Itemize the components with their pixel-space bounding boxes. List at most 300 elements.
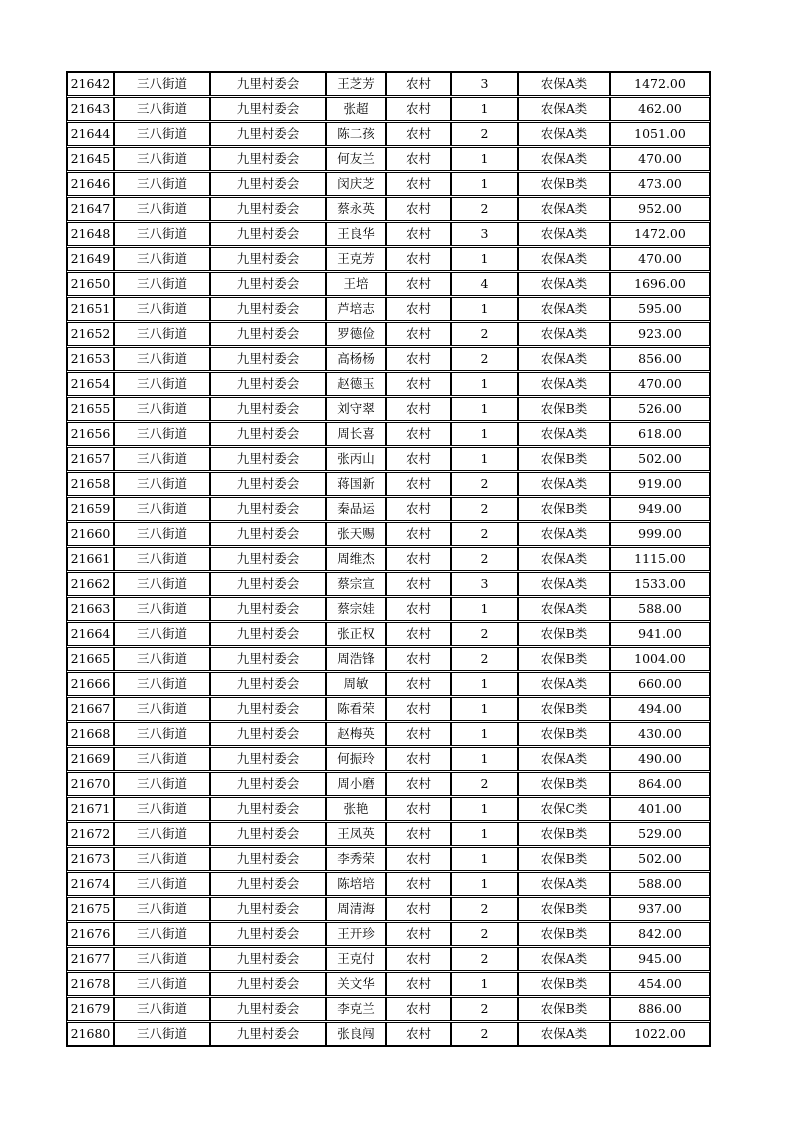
cell-amount: 864.00 — [610, 772, 710, 796]
cell-record-id: 21655 — [67, 397, 114, 421]
cell-record-id: 21651 — [67, 297, 114, 321]
cell-insurance-category: 农保A类 — [518, 547, 610, 571]
cell-person-name: 王良华 — [326, 222, 386, 246]
table-row — [67, 622, 710, 646]
cell-amount: 842.00 — [610, 922, 710, 946]
table-row — [67, 297, 710, 321]
cell-person-name: 张超 — [326, 97, 386, 121]
cell-insurance-category: 农保B类 — [518, 972, 610, 996]
cell-record-id: 21678 — [67, 972, 114, 996]
cell-residence-type: 农村 — [386, 97, 451, 121]
table-row — [67, 997, 710, 1021]
cell-person-count: 1 — [451, 172, 518, 196]
table-row — [67, 572, 710, 596]
cell-village-committee: 九里村委会 — [210, 397, 326, 421]
cell-person-count: 1 — [451, 397, 518, 421]
cell-street: 三八街道 — [114, 147, 210, 171]
cell-residence-type: 农村 — [386, 847, 451, 871]
cell-insurance-category: 农保A类 — [518, 422, 610, 446]
cell-amount: 588.00 — [610, 597, 710, 621]
cell-person-name: 蒋国新 — [326, 472, 386, 496]
cell-street: 三八街道 — [114, 247, 210, 271]
cell-street: 三八街道 — [114, 197, 210, 221]
cell-street: 三八街道 — [114, 997, 210, 1021]
cell-village-committee: 九里村委会 — [210, 847, 326, 871]
cell-residence-type: 农村 — [386, 472, 451, 496]
cell-amount: 945.00 — [610, 947, 710, 971]
cell-residence-type: 农村 — [386, 397, 451, 421]
cell-person-name: 陈培培 — [326, 872, 386, 896]
cell-person-name: 王克付 — [326, 947, 386, 971]
cell-village-committee: 九里村委会 — [210, 772, 326, 796]
cell-street: 三八街道 — [114, 497, 210, 521]
cell-amount: 999.00 — [610, 522, 710, 546]
cell-village-committee: 九里村委会 — [210, 672, 326, 696]
cell-residence-type: 农村 — [386, 372, 451, 396]
cell-village-committee: 九里村委会 — [210, 172, 326, 196]
table-row — [67, 647, 710, 671]
cell-person-name: 周小磨 — [326, 772, 386, 796]
cell-person-count: 2 — [451, 547, 518, 571]
cell-insurance-category: 农保A类 — [518, 672, 610, 696]
cell-street: 三八街道 — [114, 897, 210, 921]
cell-residence-type: 农村 — [386, 172, 451, 196]
cell-amount: 952.00 — [610, 197, 710, 221]
cell-person-name: 周长喜 — [326, 422, 386, 446]
cell-street: 三八街道 — [114, 297, 210, 321]
table-row — [67, 122, 710, 146]
table-row — [67, 72, 710, 96]
table-row — [67, 172, 710, 196]
cell-insurance-category: 农保A类 — [518, 322, 610, 346]
cell-insurance-category: 农保B类 — [518, 697, 610, 721]
cell-amount: 470.00 — [610, 372, 710, 396]
cell-person-count: 1 — [451, 697, 518, 721]
cell-person-count: 1 — [451, 747, 518, 771]
cell-street: 三八街道 — [114, 872, 210, 896]
cell-street: 三八街道 — [114, 797, 210, 821]
cell-amount: 526.00 — [610, 397, 710, 421]
cell-residence-type: 农村 — [386, 522, 451, 546]
cell-person-name: 王凤英 — [326, 822, 386, 846]
cell-residence-type: 农村 — [386, 72, 451, 96]
cell-insurance-category: 农保B类 — [518, 497, 610, 521]
cell-street: 三八街道 — [114, 72, 210, 96]
cell-street: 三八街道 — [114, 847, 210, 871]
cell-amount: 588.00 — [610, 872, 710, 896]
cell-residence-type: 农村 — [386, 622, 451, 646]
table-row — [67, 547, 710, 571]
cell-village-committee: 九里村委会 — [210, 297, 326, 321]
cell-person-count: 1 — [451, 872, 518, 896]
cell-person-name: 何友兰 — [326, 147, 386, 171]
cell-record-id: 21653 — [67, 347, 114, 371]
cell-village-committee: 九里村委会 — [210, 197, 326, 221]
cell-person-count: 2 — [451, 197, 518, 221]
cell-residence-type: 农村 — [386, 872, 451, 896]
cell-person-name: 周浩锋 — [326, 647, 386, 671]
cell-insurance-category: 农保B类 — [518, 822, 610, 846]
table-row — [67, 722, 710, 746]
table-row — [67, 847, 710, 871]
cell-person-count: 2 — [451, 647, 518, 671]
cell-village-committee: 九里村委会 — [210, 347, 326, 371]
cell-amount: 923.00 — [610, 322, 710, 346]
cell-insurance-category: 农保B类 — [518, 647, 610, 671]
cell-person-count: 1 — [451, 797, 518, 821]
cell-village-committee: 九里村委会 — [210, 497, 326, 521]
cell-person-count: 2 — [451, 522, 518, 546]
cell-insurance-category: 农保B类 — [518, 722, 610, 746]
cell-record-id: 21645 — [67, 147, 114, 171]
cell-person-count: 2 — [451, 922, 518, 946]
cell-insurance-category: 农保A类 — [518, 197, 610, 221]
cell-record-id: 21679 — [67, 997, 114, 1021]
cell-street: 三八街道 — [114, 972, 210, 996]
table-row — [67, 972, 710, 996]
cell-amount: 595.00 — [610, 297, 710, 321]
table-row — [67, 147, 710, 171]
cell-insurance-category: 农保A类 — [518, 272, 610, 296]
cell-residence-type: 农村 — [386, 822, 451, 846]
table-row — [67, 247, 710, 271]
cell-village-committee: 九里村委会 — [210, 522, 326, 546]
cell-residence-type: 农村 — [386, 647, 451, 671]
cell-person-name: 张天赐 — [326, 522, 386, 546]
cell-village-committee: 九里村委会 — [210, 622, 326, 646]
cell-village-committee: 九里村委会 — [210, 272, 326, 296]
cell-street: 三八街道 — [114, 522, 210, 546]
cell-record-id: 21662 — [67, 572, 114, 596]
cell-person-count: 1 — [451, 372, 518, 396]
cell-person-count: 2 — [451, 997, 518, 1021]
cell-street: 三八街道 — [114, 672, 210, 696]
cell-residence-type: 农村 — [386, 447, 451, 471]
cell-residence-type: 农村 — [386, 247, 451, 271]
table-row — [67, 697, 710, 721]
cell-record-id: 21670 — [67, 772, 114, 796]
cell-amount: 1472.00 — [610, 72, 710, 96]
cell-record-id: 21654 — [67, 372, 114, 396]
cell-person-count: 3 — [451, 572, 518, 596]
cell-residence-type: 农村 — [386, 972, 451, 996]
table-row — [67, 797, 710, 821]
cell-amount: 502.00 — [610, 447, 710, 471]
cell-street: 三八街道 — [114, 822, 210, 846]
cell-street: 三八街道 — [114, 572, 210, 596]
cell-insurance-category: 农保B类 — [518, 897, 610, 921]
cell-person-count: 1 — [451, 247, 518, 271]
cell-person-name: 闵庆芝 — [326, 172, 386, 196]
cell-insurance-category: 农保A类 — [518, 747, 610, 771]
cell-record-id: 21677 — [67, 947, 114, 971]
cell-person-count: 1 — [451, 847, 518, 871]
cell-residence-type: 农村 — [386, 897, 451, 921]
cell-amount: 1022.00 — [610, 1022, 710, 1046]
cell-street: 三八街道 — [114, 372, 210, 396]
table-row — [67, 1022, 710, 1046]
cell-street: 三八街道 — [114, 272, 210, 296]
cell-village-committee: 九里村委会 — [210, 572, 326, 596]
cell-village-committee: 九里村委会 — [210, 822, 326, 846]
cell-person-name: 王培 — [326, 272, 386, 296]
cell-insurance-category: 农保A类 — [518, 597, 610, 621]
table-row — [67, 872, 710, 896]
table-row — [67, 747, 710, 771]
cell-person-count: 2 — [451, 122, 518, 146]
cell-village-committee: 九里村委会 — [210, 797, 326, 821]
cell-record-id: 21674 — [67, 872, 114, 896]
cell-person-name: 赵德玉 — [326, 372, 386, 396]
cell-residence-type: 农村 — [386, 272, 451, 296]
table-row — [67, 422, 710, 446]
cell-record-id: 21671 — [67, 797, 114, 821]
cell-person-count: 1 — [451, 672, 518, 696]
cell-village-committee: 九里村委会 — [210, 972, 326, 996]
cell-record-id: 21642 — [67, 72, 114, 96]
cell-insurance-category: 农保B类 — [518, 172, 610, 196]
cell-person-name: 蔡宗宣 — [326, 572, 386, 596]
cell-residence-type: 农村 — [386, 672, 451, 696]
cell-insurance-category: 农保A类 — [518, 222, 610, 246]
cell-person-count: 2 — [451, 497, 518, 521]
table-row — [67, 322, 710, 346]
cell-village-committee: 九里村委会 — [210, 647, 326, 671]
cell-record-id: 21644 — [67, 122, 114, 146]
cell-residence-type: 农村 — [386, 197, 451, 221]
cell-person-count: 1 — [451, 447, 518, 471]
cell-residence-type: 农村 — [386, 772, 451, 796]
cell-street: 三八街道 — [114, 747, 210, 771]
cell-record-id: 21665 — [67, 647, 114, 671]
cell-record-id: 21658 — [67, 472, 114, 496]
cell-insurance-category: 农保C类 — [518, 797, 610, 821]
cell-amount: 462.00 — [610, 97, 710, 121]
cell-amount: 1533.00 — [610, 572, 710, 596]
cell-insurance-category: 农保A类 — [518, 297, 610, 321]
cell-insurance-category: 农保B类 — [518, 447, 610, 471]
cell-person-name: 张艳 — [326, 797, 386, 821]
cell-insurance-category: 农保B类 — [518, 622, 610, 646]
cell-village-committee: 九里村委会 — [210, 922, 326, 946]
cell-amount: 856.00 — [610, 347, 710, 371]
cell-insurance-category: 农保A类 — [518, 522, 610, 546]
cell-person-count: 2 — [451, 472, 518, 496]
pension-roster-table — [66, 71, 711, 1047]
cell-record-id: 21667 — [67, 697, 114, 721]
cell-insurance-category: 农保A类 — [518, 72, 610, 96]
table-row — [67, 197, 710, 221]
table-row — [67, 597, 710, 621]
cell-person-count: 1 — [451, 297, 518, 321]
cell-person-name: 秦品运 — [326, 497, 386, 521]
table-row — [67, 522, 710, 546]
table-row — [67, 372, 710, 396]
cell-person-name: 何振玲 — [326, 747, 386, 771]
cell-insurance-category: 农保B类 — [518, 997, 610, 1021]
cell-person-name: 陈看荣 — [326, 697, 386, 721]
cell-insurance-category: 农保A类 — [518, 872, 610, 896]
cell-amount: 1004.00 — [610, 647, 710, 671]
cell-street: 三八街道 — [114, 922, 210, 946]
table-row — [67, 97, 710, 121]
table-row — [67, 897, 710, 921]
table-row — [67, 772, 710, 796]
cell-village-committee: 九里村委会 — [210, 997, 326, 1021]
cell-record-id: 21652 — [67, 322, 114, 346]
cell-residence-type: 农村 — [386, 697, 451, 721]
table-row — [67, 272, 710, 296]
cell-village-committee: 九里村委会 — [210, 72, 326, 96]
cell-person-count: 3 — [451, 222, 518, 246]
cell-insurance-category: 农保A类 — [518, 97, 610, 121]
cell-person-name: 王克芳 — [326, 247, 386, 271]
cell-person-count: 1 — [451, 822, 518, 846]
cell-village-committee: 九里村委会 — [210, 372, 326, 396]
cell-record-id: 21649 — [67, 247, 114, 271]
cell-person-count: 3 — [451, 72, 518, 96]
cell-street: 三八街道 — [114, 697, 210, 721]
cell-residence-type: 农村 — [386, 297, 451, 321]
cell-village-committee: 九里村委会 — [210, 1022, 326, 1046]
cell-street: 三八街道 — [114, 422, 210, 446]
cell-record-id: 21673 — [67, 847, 114, 871]
table-row — [67, 397, 710, 421]
cell-amount: 454.00 — [610, 972, 710, 996]
cell-person-name: 芦培志 — [326, 297, 386, 321]
cell-amount: 1472.00 — [610, 222, 710, 246]
cell-record-id: 21680 — [67, 1022, 114, 1046]
cell-residence-type: 农村 — [386, 497, 451, 521]
cell-person-count: 4 — [451, 272, 518, 296]
table-row — [67, 497, 710, 521]
cell-village-committee: 九里村委会 — [210, 97, 326, 121]
cell-insurance-category: 农保A类 — [518, 147, 610, 171]
cell-village-committee: 九里村委会 — [210, 597, 326, 621]
cell-insurance-category: 农保A类 — [518, 572, 610, 596]
cell-record-id: 21666 — [67, 672, 114, 696]
cell-person-count: 1 — [451, 422, 518, 446]
table-row — [67, 922, 710, 946]
cell-record-id: 21657 — [67, 447, 114, 471]
cell-village-committee: 九里村委会 — [210, 897, 326, 921]
cell-person-count: 2 — [451, 772, 518, 796]
cell-person-name: 罗德俭 — [326, 322, 386, 346]
cell-village-committee: 九里村委会 — [210, 422, 326, 446]
cell-amount: 660.00 — [610, 672, 710, 696]
cell-amount: 1696.00 — [610, 272, 710, 296]
cell-insurance-category: 农保B类 — [518, 397, 610, 421]
cell-amount: 430.00 — [610, 722, 710, 746]
cell-insurance-category: 农保B类 — [518, 772, 610, 796]
cell-person-name: 赵梅英 — [326, 722, 386, 746]
table-row — [67, 447, 710, 471]
cell-residence-type: 农村 — [386, 222, 451, 246]
table-row — [67, 222, 710, 246]
cell-person-name: 陈二孩 — [326, 122, 386, 146]
cell-village-committee: 九里村委会 — [210, 547, 326, 571]
cell-amount: 490.00 — [610, 747, 710, 771]
table-row — [67, 347, 710, 371]
cell-residence-type: 农村 — [386, 122, 451, 146]
cell-village-committee: 九里村委会 — [210, 872, 326, 896]
cell-insurance-category: 农保A类 — [518, 947, 610, 971]
cell-amount: 941.00 — [610, 622, 710, 646]
cell-record-id: 21669 — [67, 747, 114, 771]
cell-street: 三八街道 — [114, 97, 210, 121]
cell-street: 三八街道 — [114, 722, 210, 746]
cell-village-committee: 九里村委会 — [210, 947, 326, 971]
cell-residence-type: 农村 — [386, 597, 451, 621]
cell-street: 三八街道 — [114, 772, 210, 796]
cell-person-count: 2 — [451, 947, 518, 971]
cell-street: 三八街道 — [114, 322, 210, 346]
cell-person-count: 1 — [451, 147, 518, 171]
cell-village-committee: 九里村委会 — [210, 147, 326, 171]
cell-person-count: 2 — [451, 622, 518, 646]
cell-street: 三八街道 — [114, 547, 210, 571]
cell-residence-type: 农村 — [386, 572, 451, 596]
cell-person-name: 张正权 — [326, 622, 386, 646]
cell-person-name: 王开珍 — [326, 922, 386, 946]
cell-person-name: 周维杰 — [326, 547, 386, 571]
cell-street: 三八街道 — [114, 597, 210, 621]
cell-insurance-category: 农保B类 — [518, 847, 610, 871]
cell-person-name: 蔡宗娃 — [326, 597, 386, 621]
table-row — [67, 472, 710, 496]
cell-residence-type: 农村 — [386, 722, 451, 746]
cell-village-committee: 九里村委会 — [210, 447, 326, 471]
cell-person-count: 2 — [451, 347, 518, 371]
cell-person-count: 2 — [451, 1022, 518, 1046]
cell-amount: 1051.00 — [610, 122, 710, 146]
cell-residence-type: 农村 — [386, 347, 451, 371]
cell-amount: 618.00 — [610, 422, 710, 446]
cell-record-id: 21661 — [67, 547, 114, 571]
cell-insurance-category: 农保A类 — [518, 1022, 610, 1046]
cell-amount: 473.00 — [610, 172, 710, 196]
cell-person-name: 张丙山 — [326, 447, 386, 471]
cell-street: 三八街道 — [114, 447, 210, 471]
cell-record-id: 21643 — [67, 97, 114, 121]
cell-street: 三八街道 — [114, 122, 210, 146]
cell-amount: 937.00 — [610, 897, 710, 921]
cell-residence-type: 农村 — [386, 1022, 451, 1046]
cell-person-count: 1 — [451, 972, 518, 996]
cell-insurance-category: 农保A类 — [518, 372, 610, 396]
cell-village-committee: 九里村委会 — [210, 247, 326, 271]
cell-village-committee: 九里村委会 — [210, 747, 326, 771]
cell-residence-type: 农村 — [386, 947, 451, 971]
cell-street: 三八街道 — [114, 622, 210, 646]
cell-street: 三八街道 — [114, 647, 210, 671]
cell-person-name: 张良闯 — [326, 1022, 386, 1046]
cell-village-committee: 九里村委会 — [210, 722, 326, 746]
cell-residence-type: 农村 — [386, 797, 451, 821]
cell-insurance-category: 农保A类 — [518, 472, 610, 496]
cell-residence-type: 农村 — [386, 322, 451, 346]
cell-record-id: 21659 — [67, 497, 114, 521]
cell-amount: 529.00 — [610, 822, 710, 846]
table-row — [67, 672, 710, 696]
cell-person-name: 高杨杨 — [326, 347, 386, 371]
cell-person-count: 2 — [451, 897, 518, 921]
cell-insurance-category: 农保A类 — [518, 347, 610, 371]
cell-person-name: 王芝芳 — [326, 72, 386, 96]
cell-record-id: 21648 — [67, 222, 114, 246]
cell-record-id: 21668 — [67, 722, 114, 746]
cell-person-name: 周敏 — [326, 672, 386, 696]
